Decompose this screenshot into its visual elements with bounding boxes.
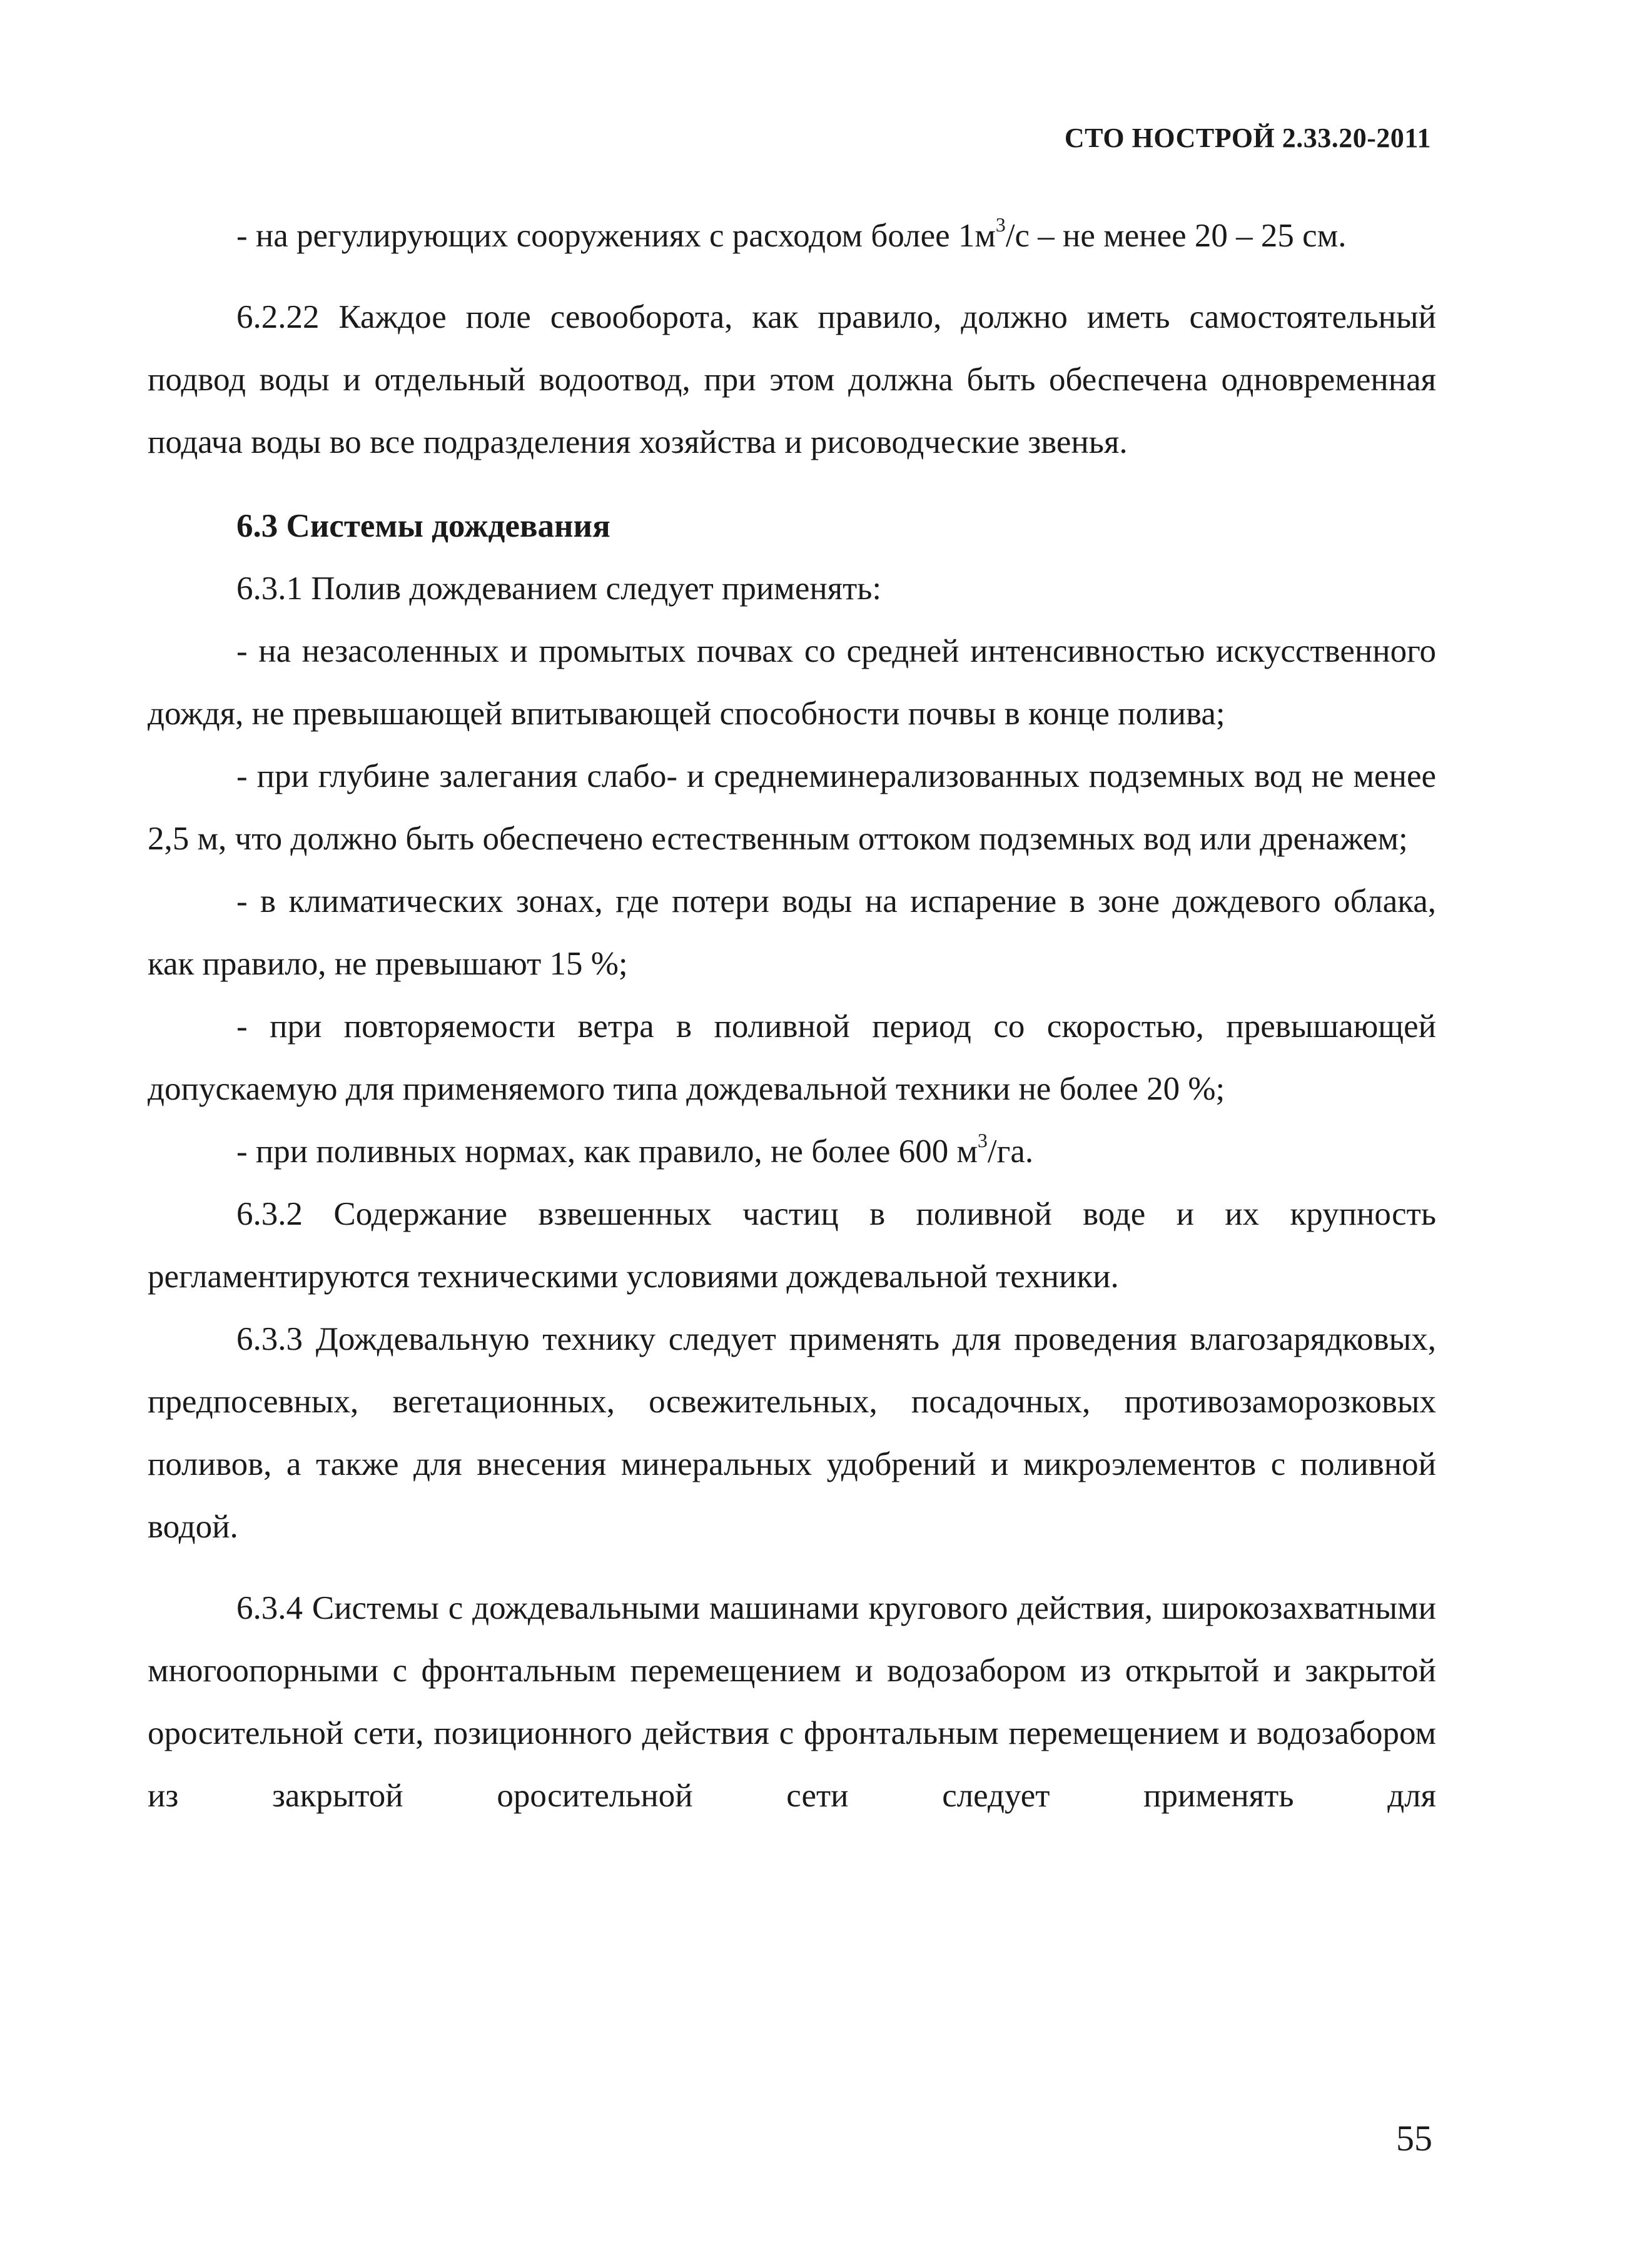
list-item-non-saline-soils: - на незасоленных и промытых почвах со средней интенсивностью искусственного дождя, не превышающей впитывающей способности почвы в конце полива; (148, 633, 1436, 732)
document-code-header: СТО НОСТРОЙ 2.33.20-2011 (1064, 123, 1431, 153)
paragraph-6-3-1: 6.3.1 Полив дождеванием следует применять: (236, 570, 882, 607)
paragraph-6-3-2: 6.3.2 Содержание взвешенных частиц в поливной воде и их крупность регламентируются техническими условиями дождевальной техники. (148, 1196, 1436, 1295)
paragraph-6-3-4: 6.3.4 Системы с дождевальными машинами кругового действия, широкозахватными многоопорными с фронтальным перемещением и водозабором из открытой и закрытой оросительной сети, позиционного действия с фронтальным перемещением и водозабором из закрытой оросительной сети следует применять для (148, 1590, 1436, 1814)
superscript: 3 (978, 1130, 988, 1152)
document-body (148, 205, 1436, 1827)
list-item-groundwater-depth: - при глубине залегания слабо- и среднеминерализованных подземных вод не менее 2,5 м, что должно быть обеспечено естественным оттоком подземных вод или дренажем; (148, 758, 1436, 857)
page-number: 55 (1396, 2118, 1432, 2159)
paragraph-regulating-structures: - на регулирующих сооружениях с расходом более $1м^3/с$ – не менее 20 – 25 см. (236, 214, 1347, 254)
list-item-wind-recurrence: - при повторяемости ветра в поливной период со скоростью, превышающей допускаемую для применяемого типа дождевальной техники не более 20 %; (148, 1008, 1436, 1107)
superscript: 3 (995, 214, 1006, 236)
list-item-irrigation-norms: - при поливных нормах, как правило, не более 600 $м^3/га$. (236, 1130, 1034, 1170)
list-item-climatic-zones: - в климатических зонах, где потери воды на испарение в зоне дождевого облака, как правило, не превышают 15 %; (148, 883, 1436, 982)
section-heading-6-3: 6.3 Системы дождевания (236, 508, 610, 544)
paragraph-6-2-22: 6.2.22 Каждое поле севооборота, как правило, должно иметь самостоятельный подвод воды и отдельный водоотвод, при этом должна быть обеспечена одновременная подача воды во все подразделения хозяйства и рисоводческие звенья. (148, 299, 1436, 460)
paragraph-6-3-3: 6.3.3 Дождевальную технику следует применять для проведения влагозарядковых, предпосевных, вегетационных, освежительных, посадочных, противозаморозковых поливов, а также для внесения минеральных удобрений и микроэлементов с поливной водой. (148, 1321, 1436, 1545)
